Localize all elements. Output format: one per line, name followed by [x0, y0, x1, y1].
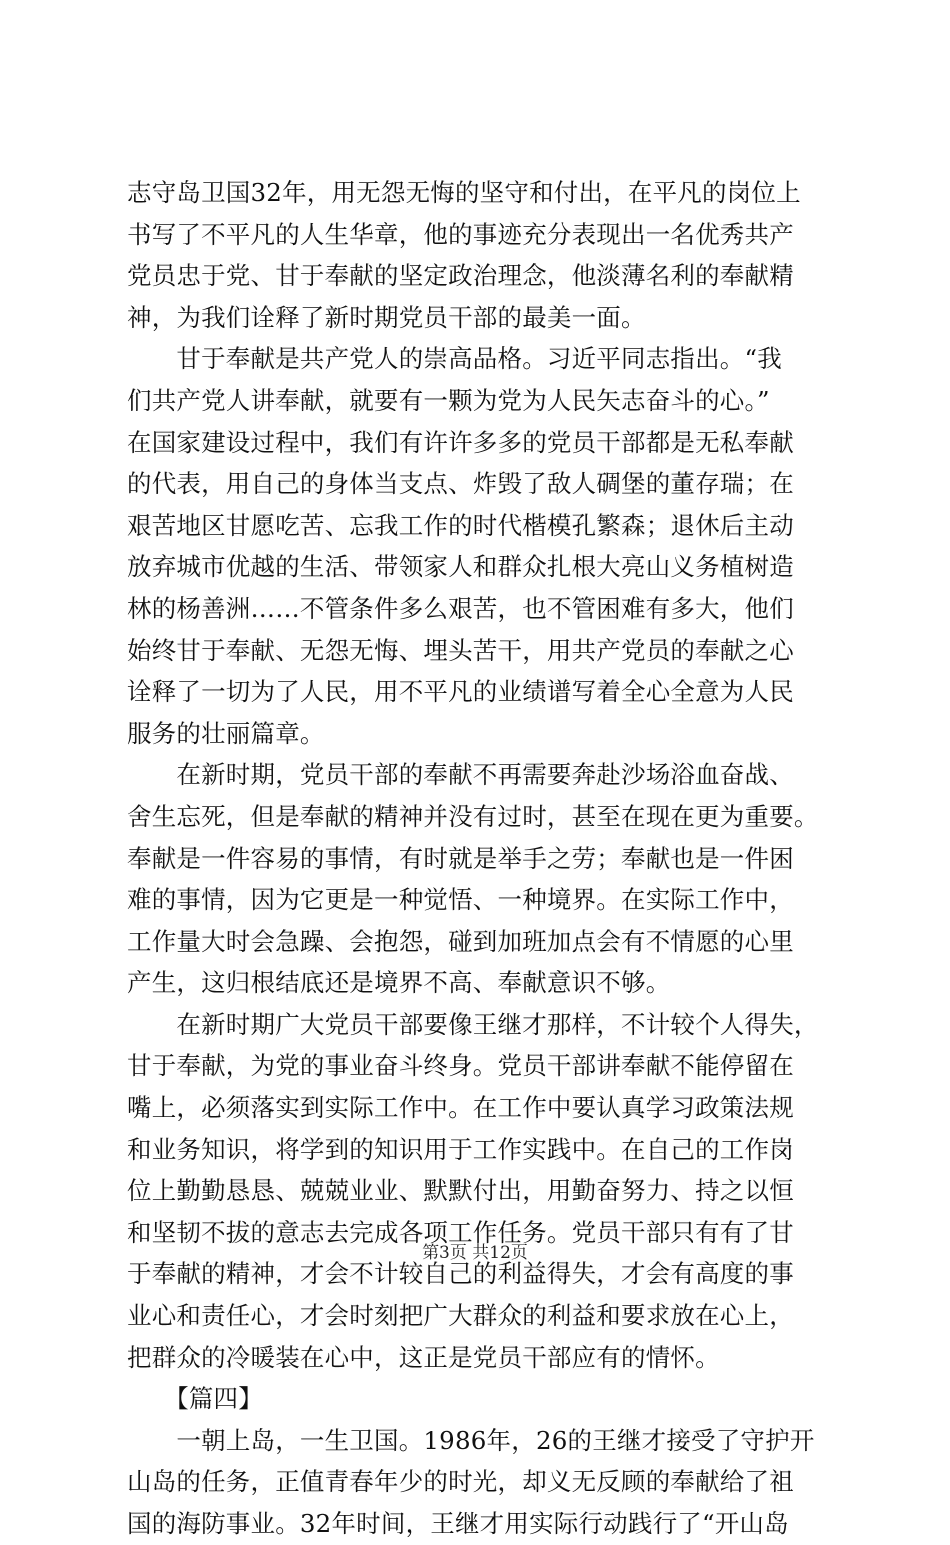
text-line: 始终甘于奉献、无怨无悔、埋头苦干，用共产党员的奉献之心 [127, 635, 794, 665]
page-footer: 第3页 共12页 [422, 1243, 528, 1263]
text-line: 党员忠于党、甘于奉献的坚定政治理念，他淡薄名利的奉献精 [127, 261, 794, 291]
section-heading: 【篇四】 [127, 1384, 263, 1414]
text-line: 工作量大时会急躁、会抱怨，碰到加班加点会有不情愿的心里 [127, 926, 794, 956]
text-line: 放弃城市优越的生活、带领家人和群众扎根大亮山义务植树造 [127, 552, 794, 582]
text-line: 产生，这归根结底还是境界不高、奉献意识不够。 [127, 968, 671, 998]
text-line: 的代表，用自己的身体当支点、炸毁了敌人碉堡的董存瑞；在 [127, 469, 794, 499]
text-line: 服务的壮丽篇章。 [127, 718, 325, 748]
text-line: 国的海防事业。32年时间，王继才用实际行动践行了“开山岛 [127, 1509, 789, 1538]
text-line: 嘴上，必须落实到实际工作中。在工作中要认真学习政策法规 [127, 1093, 794, 1123]
text-line: 甘于奉献是共产党人的崇高品格。习近平同志指出。“我 [127, 344, 782, 374]
text-line: 神，为我们诠释了新时期党员干部的最美一面。 [127, 302, 646, 332]
text-line: 在新时期，党员干部的奉献不再需要奔赴沙场浴血奋战、 [127, 760, 794, 790]
body-text [127, 172, 839, 1545]
text-line: 把群众的冷暖装在心中，这正是党员干部应有的情怀。 [127, 1342, 720, 1372]
text-line: 业心和责任心，才会时刻把广大群众的利益和要求放在心上， [127, 1301, 794, 1331]
text-line: 和业务知识，将学到的知识用于工作实践中。在自己的工作岗 [127, 1134, 794, 1164]
text-line: 在国家建设过程中，我们有许许多多的党员干部都是无私奉献 [127, 427, 794, 457]
text-line: 志守岛卫国32年，用无怨无悔的坚守和付出，在平凡的岗位上 [127, 178, 801, 207]
text-line: 一朝上岛，一生卫国。1986年，26的王继才接受了守护开 [127, 1425, 815, 1455]
text-line: 书写了不平凡的人生华章，他的事迹充分表现出一名优秀共产 [127, 219, 794, 249]
text-line: 难的事情，因为它更是一种觉悟、一种境界。在实际工作中， [127, 885, 794, 915]
text-line: 艰苦地区甘愿吃苦、忘我工作的时代楷模孔繁森；退休后主动 [127, 510, 794, 540]
text-line: 在新时期广大党员干部要像王继才那样，不计较个人得失， [127, 1009, 819, 1039]
text-line: 于奉献的精神，才会不计较自己的利益得失，才会有高度的事 [127, 1259, 794, 1289]
text-line: 和坚韧不拔的意志去完成各项工作任务。党员干部只有有了甘 [127, 1217, 794, 1247]
text-line: 们共产党人讲奉献，就要有一颗为党为人民矢志奋斗的心。” [127, 385, 770, 415]
text-line: 位上勤勤恳恳、兢兢业业、默默付出，用勤奋努力、持之以恒 [127, 1176, 794, 1206]
text-line: 奉献是一件容易的事情，有时就是举手之劳；奉献也是一件困 [127, 843, 794, 873]
text-line: 甘于奉献，为党的事业奋斗终身。党员干部讲奉献不能停留在 [127, 1051, 794, 1081]
text-line: 舍生忘死，但是奉献的精神并没有过时，甚至在现在更为重要。 [127, 801, 819, 831]
text-line: 诠释了一切为了人民，用不平凡的业绩谱写着全心全意为人民 [127, 677, 794, 707]
text-line: 山岛的任务，正值青春年少的时光，却义无反顾的奉献给了祖 [127, 1467, 794, 1497]
text-line: 林的杨善洲……不管条件多么艰苦，也不管困难有多大，他们 [127, 593, 794, 623]
